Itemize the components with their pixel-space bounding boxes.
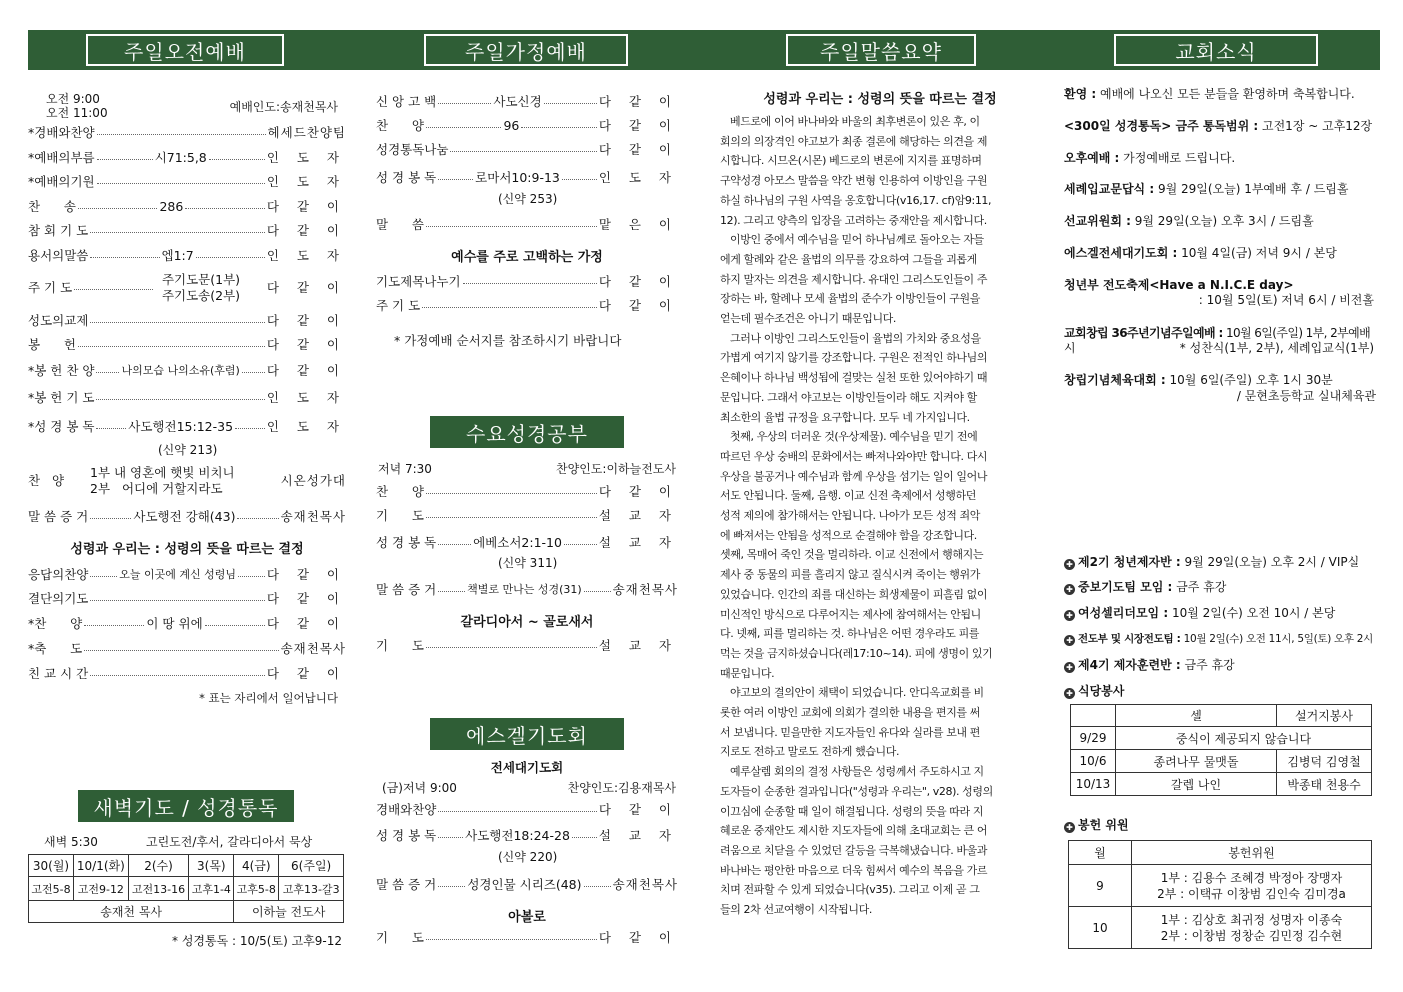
order-row: 기 도 다 같 이 [376,930,678,945]
ezekiel-character: 아볼로 [508,910,546,925]
order-row: 찬 양 96 다 같 이 [376,118,678,133]
day-cell: 30(월) [29,855,74,877]
ezekiel-time: (금)저녁 9:00 [382,781,457,795]
cross-icon: ✚ [1064,610,1075,621]
ezekiel-leader: 찬양인도:김용재목사 [567,781,676,795]
day-cell: 3(목) [189,855,234,877]
summary-line: 서도 안됩니다. 둘째, 음행. 이교 신전 축제에서 성행하던 [720,489,976,503]
order-row: *경배와찬양 헤세드찬양팀 [28,125,346,140]
order-row: 성 경 봉 독 에베소서2:1-10 설 교 자 [376,535,678,550]
summary-line: 도자들이 순종한 결과입니다("성령과 우리는", v28). 성령의 [720,784,993,798]
dawn-reading-range: 고린도전/후서, 갈라디아서 묵상 [146,835,313,849]
news-bullet: ✚ 제2기 청년제자반 : 9월 29일(오늘) 오후 2시 / VIP실 [1064,555,1380,570]
day-cell: 2(수) [128,855,189,877]
summary-line: 제사 중 동물의 피를 흘리지 않고 질식시켜 죽이는 행위가 [720,568,980,582]
cafeteria-table: 셀 설거지봉사 9/29 중식이 제공되지 않습니다 10/6 종려나무 물맷돌 김병덕 김영철 10/13 갈렙 나인 박종태 천용수 [1070,704,1372,796]
summary-line: 그러나 이방인 그리스도인들이 율법의 가치와 중요성을 [730,331,981,345]
summary-line: 서 보냅니다. 믿을만한 지도자들인 유다와 실라를 보내 편 [720,725,980,739]
summary-line: 시합니다. 시므온(시몬) 베드로의 변론에 지지를 표명하며 [720,154,982,168]
order-row: *봉 헌 찬 양 나의모습 나의소유(후렴) 다 같 이 [28,363,346,378]
news-bullet: ✚ 중보기도팀 모임 : 금주 휴강 [1064,580,1380,595]
order-row: 주 기 도 다 같 이 [376,298,678,313]
day-cell: 4(금) [234,855,279,877]
summary-line: 있었습니다. 인간의 죄를 대신하는 희생제물이 피흘림 없이 [720,587,988,601]
reading-cell: 고후13-갈3 [279,877,344,901]
dawn-leader-cell: 이하늘 전도사 [234,901,344,923]
news-bullet: ✚ 전도부 및 시장전도팀 : 10월 2일(수) 오전 11시, 5일(토) 오후 2시 [1064,632,1380,647]
summary-line: 에 빠져서는 안됨을 성적으로 순결해야 함을 강조합니다. [720,528,977,542]
news-item: 창립기념체육대회 : 10월 6일(주일) 오후 1시 30분 [1064,373,1333,387]
dawn-reading-table [28,854,344,923]
order-row: 주 기 도 다 같 이 [28,280,346,295]
order-row: *찬 양 이 땅 위에 다 같 이 [28,616,346,631]
news-item: 교회창립 36주년기념주일예배 : 10월 6일(주일) 1부, 2부예배 시 [1064,326,1371,355]
order-row: 말 씀 증 거 성경인물 시리즈(48) 송재천목사 [376,877,678,892]
order-row: *성 경 봉 독 사도행전15:12-35 인 도 자 [28,419,346,434]
day-cell: 6(주일) [279,855,344,877]
order-row: 봉 헌 다 같 이 [28,337,346,352]
news-item: 환영 : 예배에 나오신 모든 분들을 환영하며 축복합니다. [1064,87,1355,101]
family-note: * 가정예배 순서지를 참조하시기 바랍니다 [394,333,622,348]
order-row: 찬 송 286 다 같 이 [28,199,346,214]
wednesday-topic: 갈라디아서 ~ 골로새서 [460,615,594,630]
summary-line: 지로도 전하고 말로도 전하게 했습니다. [720,745,900,759]
order-row: 말 씀 증 거 사도행전 강해(43) 송재천목사 [28,509,346,524]
summary-line: 예루살렘 회의의 결정 사항들은 성령께서 주도하시고 지 [730,765,984,779]
summary-line: 들의 2차 선교여행이 시작됩니다. [720,903,872,916]
summary-line: 야고보의 결의안이 채택이 되었습니다. 안디옥교회를 비 [730,686,984,700]
wednesday-leader: 찬양인도:이하늘전도사 [556,462,676,476]
news-bullet: ✚ 여성셀리더모임 : 10월 2일(수) 오전 10시 / 본당 [1064,606,1380,621]
summary-line: 구약성경 아모스 말씀을 약간 변형 인용하여 이방인을 구원 [720,174,988,188]
news-item-detail: / 문현초등학교 실내체육관 [1236,389,1376,403]
summary-line: 먹는 것을 금지하셨습니다(레17:10~14). 피에 생명이 있기 [720,646,993,660]
reading-cell: 고전13-16 [128,877,189,901]
summary-line: 은혜이나 하나님 백성됨에 걸맞는 실천 또한 있어야하기 때 [720,371,988,385]
news-item-detail: * 성찬식(1부, 2부), 세례입교식(1부) [1179,341,1374,355]
summary-line: 미신적인 방식으로 다루어지는 제사에 참여해서는 안됩니 [720,607,981,621]
summary-line: 려움으로 치닫을 수 있었던 갈등을 극복해냈습니다. 바울과 [720,843,988,857]
reading-cell: 고전5-8 [29,877,74,901]
order-row: 성 경 봉 독 로마서10:9-13 인 도 자 [376,170,678,185]
ezekiel-prayer-title: 에스겔기도회 [430,718,624,750]
wednesday-title: 수요성경공부 [430,416,624,448]
news-item: <300일 성경통독> 금주 통독범위 : 고전1장 ~ 고후12장 [1064,119,1373,133]
summary-title: 성령과 우리는 : 성령의 뜻을 따르는 결정 [763,92,997,107]
summary-line: 하실 하나님의 구원 사역을 옹호합니다(v16,17. cf)암9:11, [720,193,992,207]
order-row: 신 앙 고 백 사도신경 다 같 이 [376,94,678,109]
reading-cell: 고전9-12 [73,877,128,901]
order-row: 기도제목나누기 다 같 이 [376,274,678,289]
reading-page: (신약 311) [498,556,558,570]
news-item: 오후예배 : 가정예배로 드립니다. [1064,151,1236,165]
order-row: 성 경 봉 독 사도행전18:24-28 설 교 자 [376,828,678,843]
order-row: 말 씀 맡 은 이 [376,217,678,232]
order-row: 용서의말씀 엡1:7 인 도 자 [28,248,346,263]
summary-line: 이방인 중에서 예수님을 믿어 하나님께로 돌아오는 자들 [730,233,984,247]
order-row: 응답의찬양 오늘 이곳에 계신 성령님 다 같 이 [28,567,346,582]
header-family-worship: 주일가정예배 [424,34,628,66]
summary-line: 성적 제의에 참가해서는 안됩니다. 나아가 모든 성적 죄악 [720,509,980,522]
reading-cell: 고후5-8 [234,877,279,901]
news-item-detail: : 10월 5일(토) 저녁 6시 / 비전홀 [1198,293,1374,307]
offering-table: 월 봉헌위원 9 1부 : 김용수 조혜경 박정아 장맹자 2부 : 이택규 이창범 김인숙 김미경a 10 1부 : 김상호 최귀정 성명자 이종숙 2부 : 이창범 정창순 김민정 김수현 [1068,840,1372,949]
summary-line: 최소한의 율법 규정을 요구합니다. 모두 네 가지입니다. [720,410,970,424]
summary-line: 베드로에 이어 바나바와 바울의 최후변론이 있은 후, 이 [730,115,980,128]
news-item: 에스겔전세대기도회 : 10월 4일(금) 저녁 9시 / 본당 [1064,246,1337,260]
order-row: 경배와찬양 다 같 이 [376,802,678,817]
cross-icon: ✚ [1064,662,1075,673]
summary-line: 에게 할례와 같은 율법의 의무를 강요하여 그들을 괴롭게 [720,252,977,266]
news-bullet: ✚ 제4기 제자훈련반 : 금주 휴강 [1064,658,1380,673]
summary-line: 치며 전파할 수 있게 되었습니다(v35). 그리고 이제 곧 그 [720,883,980,897]
summary-line: 때문입니다. [720,666,775,680]
summary-line: 다. 넷째, 피를 멀리하는 것. 하나님은 어떤 경우라도 피를 [720,627,980,641]
dawn-time: 새벽 5:30 [44,835,98,849]
day-cell: 10/1(화) [73,855,128,877]
lords-prayer-versions: 주기도문(1부) 주기도송(2부) [161,272,241,303]
cross-icon: ✚ [1064,635,1075,646]
cross-icon: ✚ [1064,822,1075,833]
offering-title: ✚ 봉헌 위원 [1064,818,1380,833]
order-row: 참 회 기 도 다 같 이 [28,223,346,238]
reading-note: * 성경통독 : 10/5(토) 고후9-12 [172,934,342,948]
cross-icon: ✚ [1064,584,1075,595]
header-morning-worship: 주일오전예배 [86,34,284,66]
wednesday-time: 저녁 7:30 [378,462,432,476]
order-row: 기 도 설 교 자 [376,508,678,523]
summary-line: 이끄심에 순종할 때 일이 해결됩니다. 성령의 뜻을 따라 지 [720,804,984,818]
family-theme: 예수를 주로 고백하는 가정 [451,250,603,265]
dawn-prayer-title: 새벽기도 / 성경통독 [78,790,294,822]
order-row: *예배의부름 시71:5,8 인 도 자 [28,150,346,165]
worship-leader: 예배인도:송재천목사 [229,100,338,114]
summary-line: 가볍게 여기지 않기를 강조합니다. 구원은 전적인 하나님의 [720,351,988,365]
summary-line: 바나바는 평안한 마음으로 더욱 힘써서 예수의 복음을 가르 [720,863,988,877]
news-item: 세례입교문답식 : 9월 29일(오늘) 1부예배 후 / 드림홀 [1064,182,1349,196]
summary-line: 하지 말자는 의견을 제시합니다. 유대인 그리스도인들이 주 [720,272,988,286]
dawn-leader-cell: 송재천 목사 [29,901,234,923]
reading-page: (신약 220) [498,850,558,864]
order-row: *봉 헌 기 도 인 도 자 [28,390,346,405]
summary-line: 회의의 의장격인 야고보가 최종 결론에 해당하는 의견을 제 [720,134,988,148]
reading-page: (신약 253) [498,192,558,206]
summary-line: 따르던 우상 숭배의 문화에서는 빠져나와야만 합니다. 다시 [720,449,988,463]
order-row: *축 도 송재천목사 [28,641,346,656]
summary-line: 롯한 여러 이방인 교회에 의회가 결의한 내용을 편지를 써 [720,706,980,719]
news-item: 선교위원회 : 9월 29일(오늘) 오후 3시 / 드림홀 [1064,214,1314,228]
summary-line: 문입니다. 그래서 야고보는 이방인들이라 해도 지켜야 할 [720,390,977,404]
reading-cell: 고후1-4 [189,877,234,901]
order-row: 성도의교제 다 같 이 [28,313,346,328]
summary-line: 첫째, 우상의 더러운 것(우상제물). 예수님을 믿기 전에 [730,430,978,444]
ezekiel-subtitle: 전세대기도회 [490,760,564,775]
worship-times: 오전 9:00 오전 11:00 [46,92,108,120]
summary-line: 우상을 불공거나 예수님과 함께 우상을 섬기는 일이 일어나 [720,469,988,483]
order-row: 친 교 시 간 다 같 이 [28,666,346,681]
summary-line: 혜로운 중재안도 제시한 지도자들에 의해 초대교회는 큰 어 [720,824,988,838]
sermon-title: 성령과 우리는 : 성령의 뜻을 따르는 결정 [70,542,304,557]
anthem-row: 찬 양 1부 내 영혼에 햇빛 비치니 2부 어디에 거할지라도 시온성가대 [28,465,346,496]
order-row: 결단의기도 다 같 이 [28,591,346,606]
cafeteria-title: ✚ 식당봉사 [1064,684,1380,699]
order-row: 성경통독나눔 다 같 이 [376,142,678,157]
cross-icon: ✚ [1064,688,1075,699]
cross-icon: ✚ [1064,559,1075,570]
standing-note: * 표는 자리에서 일어납니다 [199,691,338,705]
order-row: 말 씀 증 거 책별로 만나는 성경(31) 송재천목사 [376,582,678,597]
summary-line: 셋째, 목매어 죽인 것을 멀리하라. 이교 신전에서 행해지는 [720,548,984,562]
order-row: *예배의기원 인 도 자 [28,174,346,189]
order-row: 찬 양 다 같 이 [376,484,678,499]
summary-line: 얻는데 필수조건은 아니기 때문입니다. [720,312,897,325]
order-row: 기 도 설 교 자 [376,638,678,653]
reading-page: (신약 213) [158,443,218,457]
news-item: 청년부 전도축제<Have a N.I.C.E day> [1064,278,1294,292]
header-church-news: 교회소식 [1114,34,1318,66]
header-sermon-summary: 주일말씀요약 [786,34,976,66]
summary-line: 장하는 바, 할례나 모세 율법의 준수가 이방인들이 구원을 [720,292,980,306]
summary-line: 12). 그리고 양측의 입장을 고려하는 중재안을 제시합니다. [720,213,987,227]
